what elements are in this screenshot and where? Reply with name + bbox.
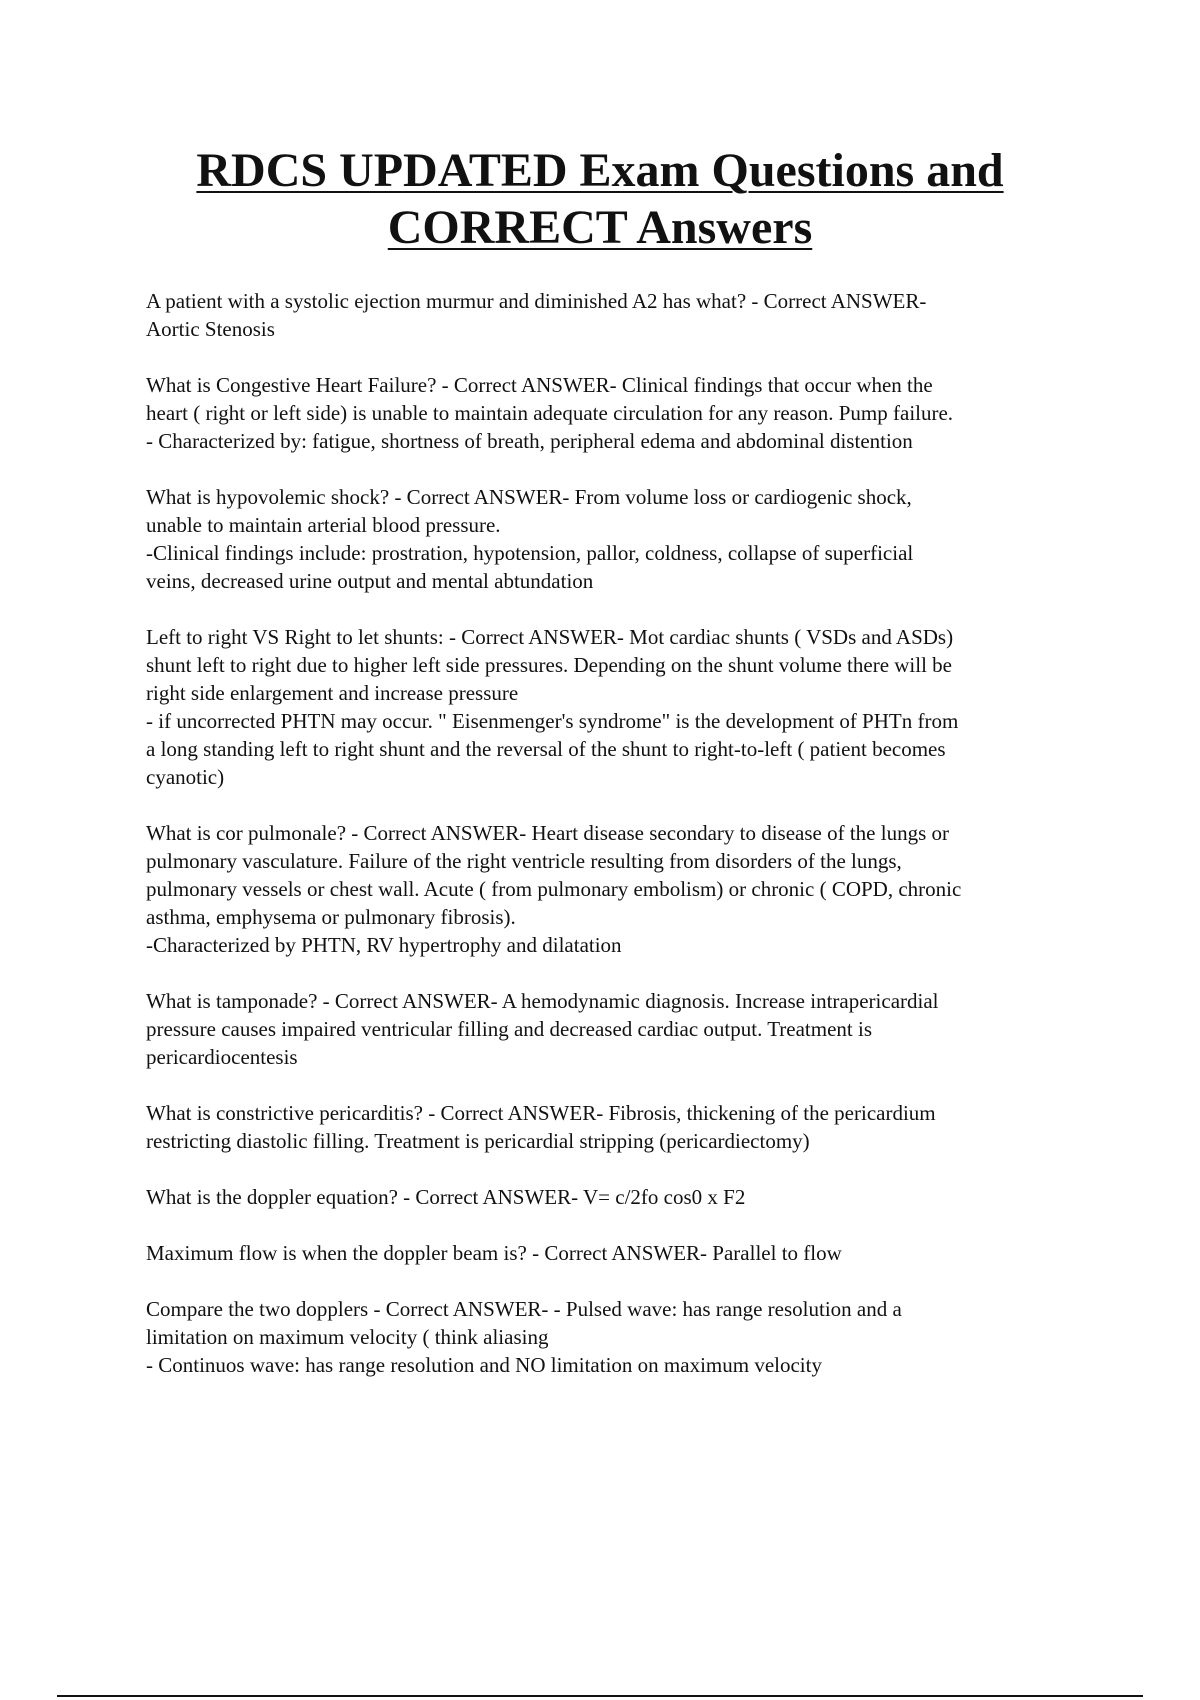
qa-line: -Clinical findings include: prostration, hypotension, pallor, coldness, collapse of superficial [146,541,914,565]
qa-item [146,1183,1106,1211]
qa-item [146,483,1106,595]
qa-line: restricting diastolic filling. Treatment is pericardial stripping (pericardiectomy) [146,1129,810,1153]
qa-line: Compare the two dopplers - Correct ANSWER- - Pulsed wave: has range resolution and a [146,1297,902,1321]
qa-line: What is Congestive Heart Failure? - Correct ANSWER- Clinical findings that occur when the [146,373,933,397]
qa-list [146,287,1106,1407]
qa-line: right side enlargement and increase pressure [146,681,519,705]
document-title [100,142,1100,256]
title-line-1: RDCS UPDATED Exam Questions and [196,144,1004,197]
qa-line: - Characterized by: fatigue, shortness of breath, peripheral edema and abdominal distention [146,429,913,453]
qa-line: What is the doppler equation? - Correct ANSWER- V= c/2fo cos0 x F2 [146,1185,746,1209]
qa-item [146,371,1106,455]
qa-line: - if uncorrected PHTN may occur. " Eisenmenger's syndrome" is the development of PHTn from [146,709,959,733]
qa-item [146,1239,1106,1267]
qa-line: pulmonary vasculature. Failure of the right ventricle resulting from disorders of the lungs, [146,849,902,873]
qa-line: Aortic Stenosis [146,317,275,341]
qa-item [146,287,1106,343]
qa-item [146,623,1106,791]
qa-line: A patient with a systolic ejection murmur and diminished A2 has what? - Correct ANSWER- [146,289,927,313]
qa-line: limitation on maximum velocity ( think aliasing [146,1325,549,1349]
qa-line: asthma, emphysema or pulmonary fibrosis). [146,905,516,929]
footer-divider [57,1695,1143,1697]
qa-item [146,819,1106,959]
qa-line: heart ( right or left side) is unable to maintain adequate circulation for any reason. Pump failure. [146,401,954,425]
qa-line: -Characterized by PHTN, RV hypertrophy and dilatation [146,933,622,957]
qa-item [146,987,1106,1071]
qa-line: pressure causes impaired ventricular filling and decreased cardiac output. Treatment is [146,1017,872,1041]
qa-line: unable to maintain arterial blood pressure. [146,513,501,537]
qa-line: shunt left to right due to higher left side pressures. Depending on the shunt volume there will be [146,653,952,677]
qa-line: Left to right VS Right to let shunts: - Correct ANSWER- Mot cardiac shunts ( VSDs and ASDs) [146,625,954,649]
qa-item [146,1295,1106,1379]
qa-item [146,1099,1106,1155]
title-line-2: CORRECT Answers [387,201,813,254]
qa-line: a long standing left to right shunt and the reversal of the shunt to right-to-left ( patient becomes [146,737,946,761]
qa-line: cyanotic) [146,765,225,789]
qa-line: What is constrictive pericarditis? - Correct ANSWER- Fibrosis, thickening of the pericardium [146,1101,936,1125]
qa-line: veins, decreased urine output and mental abtundation [146,569,594,593]
qa-line: pericardiocentesis [146,1045,298,1069]
qa-line: What is hypovolemic shock? - Correct ANSWER- From volume loss or cardiogenic shock, [146,485,912,509]
qa-line: pulmonary vessels or chest wall. Acute ( from pulmonary embolism) or chronic ( COPD, chronic [146,877,962,901]
qa-line: Maximum flow is when the doppler beam is? - Correct ANSWER- Parallel to flow [146,1241,842,1265]
qa-line: What is cor pulmonale? - Correct ANSWER- Heart disease secondary to disease of the lungs or [146,821,950,845]
qa-line: - Continuos wave: has range resolution and NO limitation on maximum velocity [146,1353,822,1377]
qa-line: What is tamponade? - Correct ANSWER- A hemodynamic diagnosis. Increase intrapericardial [146,989,939,1013]
